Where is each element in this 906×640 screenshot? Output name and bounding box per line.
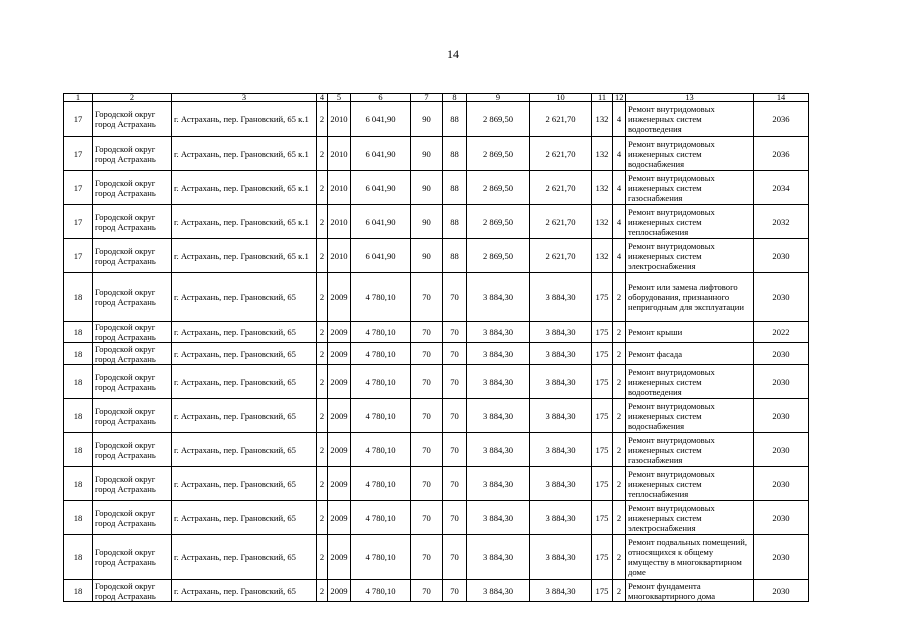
col7-cell: 70 xyxy=(411,580,443,602)
address-cell: г. Астрахань, пер. Грановский, 65 xyxy=(172,535,317,580)
row-number: 17 xyxy=(64,239,93,273)
address-cell: г. Астрахань, пер. Грановский, 65 к.1 xyxy=(172,137,317,171)
col4-cell: 2 xyxy=(317,205,328,239)
col7-cell: 70 xyxy=(411,273,443,322)
area-cell: 4 780,10 xyxy=(351,467,411,501)
col10-cell: 3 884,30 xyxy=(530,433,592,467)
col9-cell: 3 884,30 xyxy=(467,535,530,580)
municipality-cell: Городской округ город Астрахань xyxy=(93,137,172,171)
col11-cell: 132 xyxy=(592,171,613,205)
municipality-cell: Городской округ город Астрахань xyxy=(93,580,172,602)
table-row xyxy=(64,102,809,137)
address-cell: г. Астрахань, пер. Грановский, 65 xyxy=(172,580,317,602)
col4-cell: 2 xyxy=(317,467,328,501)
address-cell: г. Астрахань, пер. Грановский, 65 к.1 xyxy=(172,171,317,205)
year-cell: 2009 xyxy=(328,343,351,365)
col7-cell: 70 xyxy=(411,433,443,467)
year-cell: 2010 xyxy=(328,137,351,171)
address-cell: г. Астрахань, пер. Грановский, 65 xyxy=(172,343,317,365)
col8-cell: 70 xyxy=(443,399,467,433)
municipality-cell: Городской округ город Астрахань xyxy=(93,433,172,467)
col10-cell: 3 884,30 xyxy=(530,273,592,322)
col12-cell: 4 xyxy=(613,102,626,137)
col10-cell: 3 884,30 xyxy=(530,322,592,343)
col12-cell: 2 xyxy=(613,580,626,602)
table-row xyxy=(64,239,809,273)
municipality-cell: Городской округ город Астрахань xyxy=(93,343,172,365)
col9-cell: 3 884,30 xyxy=(467,365,530,399)
col7-cell: 90 xyxy=(411,102,443,137)
year-cell: 2009 xyxy=(328,322,351,343)
row-number: 18 xyxy=(64,365,93,399)
address-cell: г. Астрахань, пер. Грановский, 65 xyxy=(172,501,317,535)
col7-cell: 90 xyxy=(411,239,443,273)
table-body xyxy=(64,102,809,602)
work-type-cell: Ремонт или замена лифтового оборудования, признанного непригодным для эксплуатации xyxy=(626,273,754,322)
year-cell: 2010 xyxy=(328,205,351,239)
year-cell: 2009 xyxy=(328,399,351,433)
column-number-header: 10 xyxy=(530,94,592,102)
area-cell: 6 041,90 xyxy=(351,102,411,137)
col7-cell: 70 xyxy=(411,365,443,399)
col4-cell: 2 xyxy=(317,399,328,433)
col7-cell: 90 xyxy=(411,171,443,205)
column-number-header: 8 xyxy=(443,94,467,102)
col10-cell: 2 621,70 xyxy=(530,137,592,171)
col8-cell: 88 xyxy=(443,239,467,273)
municipality-cell: Городской округ город Астрахань xyxy=(93,501,172,535)
table-row xyxy=(64,137,809,171)
col4-cell: 2 xyxy=(317,343,328,365)
address-cell: г. Астрахань, пер. Грановский, 65 к.1 xyxy=(172,102,317,137)
col9-cell: 3 884,30 xyxy=(467,273,530,322)
col12-cell: 4 xyxy=(613,239,626,273)
table-row xyxy=(64,501,809,535)
year-cell: 2009 xyxy=(328,580,351,602)
col10-cell: 3 884,30 xyxy=(530,365,592,399)
municipality-cell: Городской округ город Астрахань xyxy=(93,535,172,580)
col8-cell: 70 xyxy=(443,535,467,580)
municipality-cell: Городской округ город Астрахань xyxy=(93,273,172,322)
table-row xyxy=(64,273,809,322)
work-type-cell: Ремонт внутридомовых инженерных систем газоснабжения xyxy=(626,171,754,205)
work-type-cell: Ремонт внутридомовых инженерных систем газоснабжения xyxy=(626,433,754,467)
table-row xyxy=(64,433,809,467)
area-cell: 4 780,10 xyxy=(351,343,411,365)
deadline-year-cell: 2030 xyxy=(754,239,809,273)
municipality-cell: Городской округ город Астрахань xyxy=(93,322,172,343)
area-cell: 6 041,90 xyxy=(351,239,411,273)
col4-cell: 2 xyxy=(317,365,328,399)
row-number: 17 xyxy=(64,171,93,205)
col8-cell: 88 xyxy=(443,102,467,137)
col10-cell: 2 621,70 xyxy=(530,171,592,205)
work-type-cell: Ремонт внутридомовых инженерных систем водоснабжения xyxy=(626,137,754,171)
municipality-cell: Городской округ город Астрахань xyxy=(93,365,172,399)
table-row xyxy=(64,205,809,239)
col4-cell: 2 xyxy=(317,171,328,205)
col7-cell: 90 xyxy=(411,137,443,171)
col10-cell: 2 621,70 xyxy=(530,239,592,273)
col11-cell: 175 xyxy=(592,322,613,343)
row-number: 17 xyxy=(64,102,93,137)
col12-cell: 2 xyxy=(613,433,626,467)
col11-cell: 175 xyxy=(592,467,613,501)
municipality-cell: Городской округ город Астрахань xyxy=(93,205,172,239)
col10-cell: 3 884,30 xyxy=(530,580,592,602)
row-number: 18 xyxy=(64,467,93,501)
address-cell: г. Астрахань, пер. Грановский, 65 xyxy=(172,399,317,433)
col9-cell: 3 884,30 xyxy=(467,501,530,535)
col12-cell: 2 xyxy=(613,273,626,322)
work-type-cell: Ремонт фундамента многоквартирного дома xyxy=(626,580,754,602)
deadline-year-cell: 2030 xyxy=(754,365,809,399)
address-cell: г. Астрахань, пер. Грановский, 65 xyxy=(172,467,317,501)
row-number: 18 xyxy=(64,535,93,580)
col4-cell: 2 xyxy=(317,137,328,171)
col7-cell: 70 xyxy=(411,467,443,501)
col7-cell: 70 xyxy=(411,322,443,343)
col9-cell: 3 884,30 xyxy=(467,322,530,343)
col12-cell: 2 xyxy=(613,399,626,433)
column-number-header: 13 xyxy=(626,94,754,102)
year-cell: 2010 xyxy=(328,102,351,137)
col8-cell: 88 xyxy=(443,137,467,171)
column-number-header: 11 xyxy=(592,94,613,102)
row-number: 18 xyxy=(64,433,93,467)
deadline-year-cell: 2034 xyxy=(754,171,809,205)
column-number-row xyxy=(64,94,809,102)
deadline-year-cell: 2030 xyxy=(754,501,809,535)
year-cell: 2009 xyxy=(328,535,351,580)
deadline-year-cell: 2036 xyxy=(754,102,809,137)
row-number: 18 xyxy=(64,322,93,343)
deadline-year-cell: 2022 xyxy=(754,322,809,343)
col11-cell: 175 xyxy=(592,580,613,602)
col12-cell: 4 xyxy=(613,171,626,205)
address-cell: г. Астрахань, пер. Грановский, 65 к.1 xyxy=(172,239,317,273)
col7-cell: 70 xyxy=(411,501,443,535)
year-cell: 2009 xyxy=(328,467,351,501)
col11-cell: 175 xyxy=(592,365,613,399)
col12-cell: 2 xyxy=(613,365,626,399)
col10-cell: 2 621,70 xyxy=(530,102,592,137)
page-number: 14 xyxy=(447,47,459,61)
col10-cell: 3 884,30 xyxy=(530,343,592,365)
column-number-header: 9 xyxy=(467,94,530,102)
table-row xyxy=(64,365,809,399)
deadline-year-cell: 2030 xyxy=(754,399,809,433)
col9-cell: 3 884,30 xyxy=(467,399,530,433)
row-number: 18 xyxy=(64,501,93,535)
col11-cell: 132 xyxy=(592,137,613,171)
work-type-cell: Ремонт внутридомовых инженерных систем теплоснабжения xyxy=(626,467,754,501)
year-cell: 2009 xyxy=(328,433,351,467)
address-cell: г. Астрахань, пер. Грановский, 65 xyxy=(172,433,317,467)
col9-cell: 3 884,30 xyxy=(467,467,530,501)
col4-cell: 2 xyxy=(317,273,328,322)
row-number: 18 xyxy=(64,273,93,322)
col11-cell: 175 xyxy=(592,501,613,535)
col8-cell: 70 xyxy=(443,343,467,365)
col8-cell: 70 xyxy=(443,580,467,602)
area-cell: 4 780,10 xyxy=(351,580,411,602)
col4-cell: 2 xyxy=(317,433,328,467)
col9-cell: 3 884,30 xyxy=(467,580,530,602)
area-cell: 4 780,10 xyxy=(351,365,411,399)
col8-cell: 70 xyxy=(443,467,467,501)
col7-cell: 70 xyxy=(411,343,443,365)
year-cell: 2010 xyxy=(328,171,351,205)
work-type-cell: Ремонт фасада xyxy=(626,343,754,365)
work-type-cell: Ремонт внутридомовых инженерных систем водоснабжения xyxy=(626,399,754,433)
col7-cell: 70 xyxy=(411,535,443,580)
col8-cell: 88 xyxy=(443,205,467,239)
column-number-header: 14 xyxy=(754,94,809,102)
col8-cell: 70 xyxy=(443,433,467,467)
col11-cell: 175 xyxy=(592,343,613,365)
col4-cell: 2 xyxy=(317,501,328,535)
table-row xyxy=(64,399,809,433)
work-type-cell: Ремонт подвальных помещений, относящихся к общему имуществу в многоквартирном доме xyxy=(626,535,754,580)
area-cell: 4 780,10 xyxy=(351,433,411,467)
municipality-cell: Городской округ город Астрахань xyxy=(93,171,172,205)
column-number-header: 4 xyxy=(317,94,328,102)
deadline-year-cell: 2030 xyxy=(754,273,809,322)
column-number-header: 6 xyxy=(351,94,411,102)
row-number: 17 xyxy=(64,205,93,239)
year-cell: 2010 xyxy=(328,239,351,273)
col10-cell: 3 884,30 xyxy=(530,467,592,501)
deadline-year-cell: 2030 xyxy=(754,343,809,365)
work-type-cell: Ремонт внутридомовых инженерных систем электроснабжения xyxy=(626,239,754,273)
municipality-cell: Городской округ город Астрахань xyxy=(93,467,172,501)
col9-cell: 2 869,50 xyxy=(467,205,530,239)
row-number: 17 xyxy=(64,137,93,171)
col9-cell: 2 869,50 xyxy=(467,102,530,137)
col12-cell: 4 xyxy=(613,205,626,239)
col9-cell: 3 884,30 xyxy=(467,433,530,467)
col12-cell: 2 xyxy=(613,535,626,580)
municipality-cell: Городской округ город Астрахань xyxy=(93,239,172,273)
col7-cell: 70 xyxy=(411,399,443,433)
table-row xyxy=(64,171,809,205)
column-number-header: 3 xyxy=(172,94,317,102)
col11-cell: 175 xyxy=(592,433,613,467)
address-cell: г. Астрахань, пер. Грановский, 65 xyxy=(172,273,317,322)
municipality-cell: Городской округ город Астрахань xyxy=(93,102,172,137)
deadline-year-cell: 2030 xyxy=(754,535,809,580)
deadline-year-cell: 2036 xyxy=(754,137,809,171)
table-row xyxy=(64,535,809,580)
work-type-cell: Ремонт внутридомовых инженерных систем водоотведения xyxy=(626,102,754,137)
col10-cell: 3 884,30 xyxy=(530,535,592,580)
col10-cell: 3 884,30 xyxy=(530,501,592,535)
area-cell: 4 780,10 xyxy=(351,322,411,343)
col4-cell: 2 xyxy=(317,239,328,273)
column-number-header: 7 xyxy=(411,94,443,102)
col12-cell: 2 xyxy=(613,343,626,365)
col8-cell: 70 xyxy=(443,322,467,343)
address-cell: г. Астрахань, пер. Грановский, 65 к.1 xyxy=(172,205,317,239)
col11-cell: 175 xyxy=(592,273,613,322)
area-cell: 4 780,10 xyxy=(351,273,411,322)
table-row xyxy=(64,580,809,602)
col9-cell: 2 869,50 xyxy=(467,239,530,273)
deadline-year-cell: 2030 xyxy=(754,580,809,602)
area-cell: 4 780,10 xyxy=(351,399,411,433)
table-row xyxy=(64,322,809,343)
col10-cell: 2 621,70 xyxy=(530,205,592,239)
row-number: 18 xyxy=(64,399,93,433)
column-number-header: 1 xyxy=(64,94,93,102)
col11-cell: 132 xyxy=(592,102,613,137)
col8-cell: 70 xyxy=(443,273,467,322)
area-cell: 6 041,90 xyxy=(351,137,411,171)
capital-repair-table xyxy=(63,93,809,602)
area-cell: 6 041,90 xyxy=(351,205,411,239)
col10-cell: 3 884,30 xyxy=(530,399,592,433)
col9-cell: 2 869,50 xyxy=(467,137,530,171)
work-type-cell: Ремонт внутридомовых инженерных систем теплоснабжения xyxy=(626,205,754,239)
work-type-cell: Ремонт внутридомовых инженерных систем электроснабжения xyxy=(626,501,754,535)
col11-cell: 132 xyxy=(592,205,613,239)
area-cell: 6 041,90 xyxy=(351,171,411,205)
col8-cell: 70 xyxy=(443,365,467,399)
row-number: 18 xyxy=(64,343,93,365)
col12-cell: 2 xyxy=(613,467,626,501)
col9-cell: 3 884,30 xyxy=(467,343,530,365)
col4-cell: 2 xyxy=(317,102,328,137)
table-row xyxy=(64,343,809,365)
year-cell: 2009 xyxy=(328,365,351,399)
municipality-cell: Городской округ город Астрахань xyxy=(93,399,172,433)
col12-cell: 2 xyxy=(613,501,626,535)
col8-cell: 88 xyxy=(443,171,467,205)
col11-cell: 132 xyxy=(592,239,613,273)
table-row xyxy=(64,467,809,501)
deadline-year-cell: 2032 xyxy=(754,205,809,239)
deadline-year-cell: 2030 xyxy=(754,433,809,467)
col7-cell: 90 xyxy=(411,205,443,239)
work-type-cell: Ремонт внутридомовых инженерных систем водоотведения xyxy=(626,365,754,399)
col11-cell: 175 xyxy=(592,535,613,580)
column-number-header: 2 xyxy=(93,94,172,102)
col4-cell: 2 xyxy=(317,580,328,602)
col8-cell: 70 xyxy=(443,501,467,535)
column-number-header: 5 xyxy=(328,94,351,102)
year-cell: 2009 xyxy=(328,501,351,535)
address-cell: г. Астрахань, пер. Грановский, 65 xyxy=(172,322,317,343)
deadline-year-cell: 2030 xyxy=(754,467,809,501)
column-number-header: 12 xyxy=(613,94,626,102)
col12-cell: 2 xyxy=(613,322,626,343)
address-cell: г. Астрахань, пер. Грановский, 65 xyxy=(172,365,317,399)
col11-cell: 175 xyxy=(592,399,613,433)
area-cell: 4 780,10 xyxy=(351,501,411,535)
work-type-cell: Ремонт крыши xyxy=(626,322,754,343)
area-cell: 4 780,10 xyxy=(351,535,411,580)
col4-cell: 2 xyxy=(317,535,328,580)
col12-cell: 4 xyxy=(613,137,626,171)
year-cell: 2009 xyxy=(328,273,351,322)
col9-cell: 2 869,50 xyxy=(467,171,530,205)
col4-cell: 2 xyxy=(317,322,328,343)
row-number: 18 xyxy=(64,580,93,602)
